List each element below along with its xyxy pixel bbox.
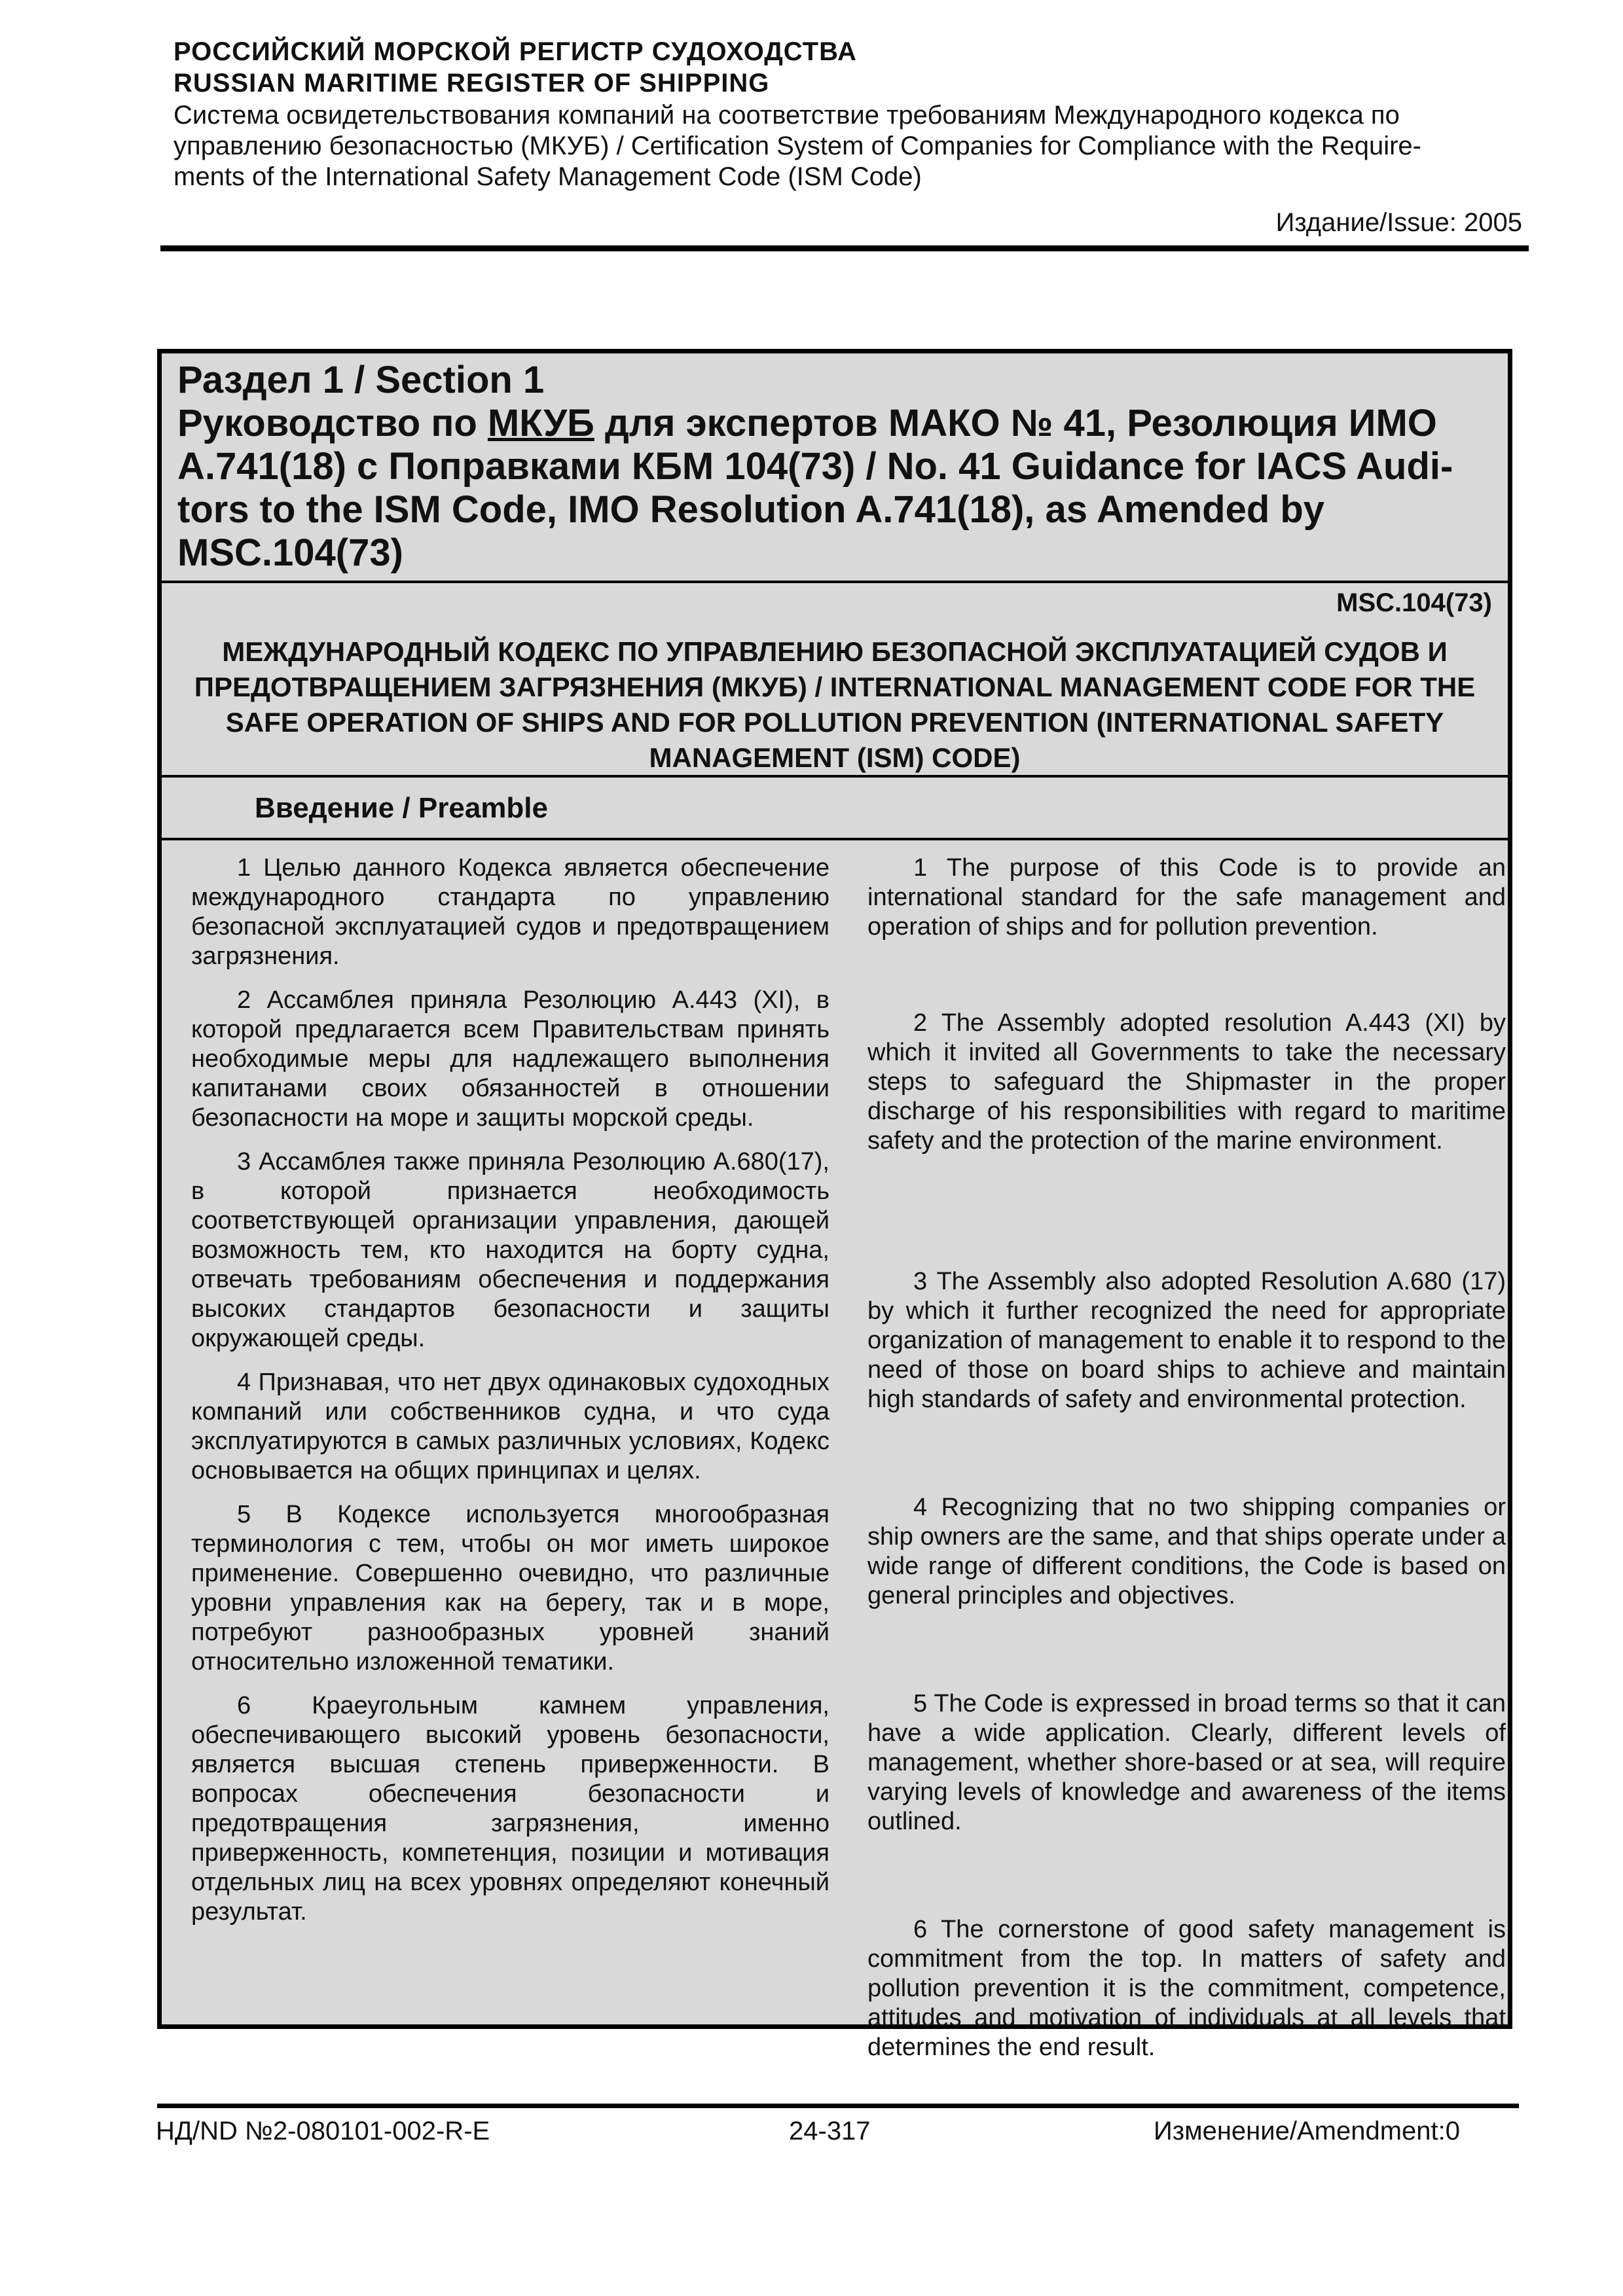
code-title-band xyxy=(162,583,1508,778)
paragraph-en: 5 The Code is expressed in broad terms so that it can have a wide application. Clearly, different levels of management, whether shore-based or at sea, will require varying levels of knowledge and awareness of the items outlined. xyxy=(867,1690,1506,1835)
document-header xyxy=(173,36,1522,238)
paragraph-ru: 6 Краеугольным камнем управления, обеспечивающего высокий уровень безопасности, является высшая степень приверженности. В вопросах обеспечения безопасности и предотвращения загрязнения, именно приверженность, компетенция, позиции и мотивация отдельных лиц на всех уровнях определяют конечный результат. xyxy=(191,1692,830,1926)
paragraph-en: 2 The Assembly adopted resolution A.443 (XI) by which it invited all Governments to take the necessary steps to safeguard the Shipmaster in the proper discharge of his responsibilities with regard to maritime safety and the protection of the marine environment. xyxy=(867,1009,1506,1155)
issue-label: Издание/Issue: 2005 xyxy=(1275,208,1522,237)
section-label: Раздел 1 / Section 1 xyxy=(177,359,545,401)
preamble-heading: Введение / Preamble xyxy=(255,792,548,824)
system-title-line: Система освидетельствования компаний на соответствие требованиям Международного кодекса по xyxy=(173,101,1400,130)
section-title-prefix: Руководство по xyxy=(177,402,488,444)
paragraph-en: 6 The cornerstone of good safety management is commitment from the top. In matters of safety and pollution prevention it is the commitment, competence, attitudes and motivation of individuals at all levels that determines the end result. xyxy=(867,1916,1506,2061)
column-english xyxy=(867,853,1506,2062)
paragraph-en: 3 The Assembly also adopted Resolution A.680 (17) by which it further recognized the need for appropriate organization of management to enable it to respond to the need of those on board ships to achieve and maintain high standards of safety and environmental protection. xyxy=(867,1268,1506,1413)
paragraph-en: 1 The purpose of this Code is to provide an international standard for the safe management and operation of ships and for pollution prevention. xyxy=(867,854,1506,941)
header-divider xyxy=(160,245,1529,251)
section-title xyxy=(177,402,1492,575)
content-frame xyxy=(157,349,1512,2061)
footer-divider xyxy=(157,2104,1519,2108)
system-title-line: управлению безопасностью (МКУБ) / Certification System of Companies for Compliance with the Require- xyxy=(173,132,1421,160)
system-title xyxy=(173,100,1522,192)
paragraph-ru: 3 Ассамблея также приняла Резолюцию А.680(17), в которой признается необходимость соответствующей организации управления, дающей возможность тем, кто находится на борту судна, отвечать требованиям обеспечения и поддержания высоких стандартов безопасности и защиты окружающей среды. xyxy=(191,1148,830,1352)
footer-page-number: 24-317 xyxy=(789,2117,871,2145)
section-heading xyxy=(162,353,1508,583)
paragraph-ru: 2 Ассамблея приняла Резолюцию А.443 (XI), в которой предлагается всем Правительствам принять необходимые меры для надлежащего выполнения капитанами своих обязанностей в отношении безопасности на море и защиты морской среды. xyxy=(191,986,830,1132)
column-russian xyxy=(191,853,830,1941)
preamble-band xyxy=(162,778,1508,840)
paragraph-en: 4 Recognizing that no two shipping companies or ship owners are the same, and that ships operate under a wide range of different conditions, the Code is based on general principles and objectives. xyxy=(867,1494,1506,1609)
code-title: МЕЖДУНАРОДНЫЙ КОДЕКС ПО УПРАВЛЕНИЮ БЕЗОПАСНОЙ ЭКСПЛУАТАЦИЕЙ СУДОВ И ПРЕДОТВРАЩЕНИЕМ ЗАГРЯЗНЕНИЯ (МКУБ) / INTERNATIONAL MANAGEMENT CODE FOR THE SAFE OPERATION OF SHIPS AND FOR POLLUTION PREVENTION (INTERNATIONAL SAFETY MANAGEMENT (ISM) CODE) xyxy=(194,636,1476,773)
org-name-ru: РОССИЙСКИЙ МОРСКОЙ РЕГИСТР СУДОХОДСТВА xyxy=(173,37,857,66)
msc-reference: MSC.104(73) xyxy=(1336,588,1492,617)
footer-doc-number: НД/ND №2-080101-002-R-E xyxy=(156,2117,490,2145)
footer-amendment: Изменение/Amendment:0 xyxy=(1154,2117,1460,2145)
paragraph-ru: 5 В Кодексе используется многообразная терминология с тем, чтобы он мог иметь широкое применение. Совершенно очевидно, что различные уровни управления как на берегу, так и в море, потребуют разнообразных уровней знаний относительно изложенной тематики. xyxy=(191,1501,830,1676)
system-title-line: ments of the International Safety Management Code (ISM Code) xyxy=(173,162,922,191)
paragraph-ru: 1 Целью данного Кодекса является обеспечение международного стандарта по управлению безопасной эксплуатацией судов и предотвращением загрязнения. xyxy=(191,854,830,970)
paragraph-ru: 4 Признавая, что нет двух одинаковых судоходных компаний или собственников судна, и что суда эксплуатируются в самых различных условиях, Кодекс основывается на общих принципах и целях. xyxy=(191,1369,830,1484)
section-title-rest: для экспертов МАКО № 41, Резолюция ИМО А.741(18) с Поправками КБМ 104(73) / No. 41 Guidance for IACS Audi-tors to the ISM Code, IMO Resolution A.741(18), as Amended by MSC.104(73) xyxy=(177,402,1453,574)
section-title-underlined: МКУБ xyxy=(487,402,594,444)
org-name-en: RUSSIAN MARITIME REGISTER OF SHIPPING xyxy=(173,69,770,98)
bilingual-columns xyxy=(162,840,1508,2061)
